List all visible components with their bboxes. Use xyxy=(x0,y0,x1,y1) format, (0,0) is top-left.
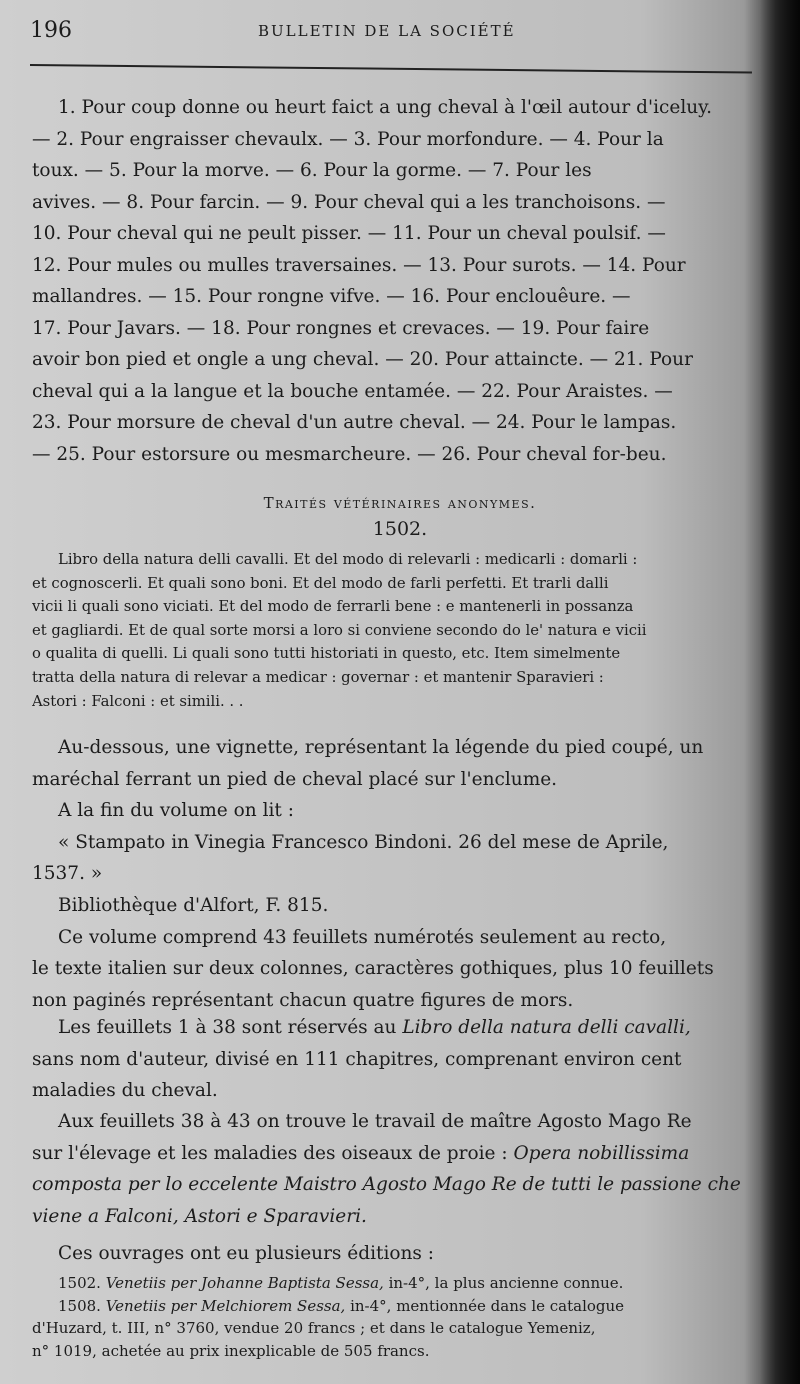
paragraph-line: Ce volume comprend 43 feuillets numérotés seulement au recto, xyxy=(58,926,667,948)
paragraph-volume xyxy=(32,890,762,1016)
italian-line: et gagliardi. Et de qual sorte morsi a loro si conviene secondo do le' natura e vicii xyxy=(32,621,647,639)
paragraph-line xyxy=(32,1138,762,1170)
section-title-text: Traités vétérinaires anonymes. xyxy=(263,494,537,512)
paragraph-line: maréchal ferrant un pied de cheval placé sur l'enclume. xyxy=(32,768,558,790)
text-run: in-4°, la plus ancienne connue. xyxy=(383,1274,624,1292)
italian-line: o qualita di quelli. Li quali sono tutti historiati in questo, etc. Item simelmente xyxy=(32,645,621,663)
text-run: in-4°, mentionnée dans le catalogue xyxy=(345,1296,625,1315)
edition-line xyxy=(32,1272,762,1295)
paragraph-editions xyxy=(32,1238,762,1270)
paragraph-line xyxy=(32,1012,762,1044)
paragraph-line: le texte italien sur deux colonnes, caractères gothiques, plus 10 feuillets xyxy=(32,958,714,979)
paragraph-line: 1537. » xyxy=(32,863,103,884)
edition-line: d'Huzard, t. III, n° 3760, vendue 20 francs ; et dans le catalogue Yemeniz, xyxy=(32,1319,596,1337)
list-line: — 25. Pour estorsure ou mesmarcheure. — 26. Pour cheval for-beu. xyxy=(32,443,667,465)
edition-publisher: Venetiis per Johanne Baptista Sessa, xyxy=(105,1274,384,1292)
paragraph-line: « Stampato in Vinegia Francesco Bindoni. 26 del mese de Aprile, xyxy=(58,831,669,853)
italian-line: et cognoscerli. Et quali sono boni. Et del modo de farli perfetti. Et trarli dalli xyxy=(32,574,609,592)
page-header xyxy=(30,18,760,50)
italian-line: Libro della natura delli cavalli. Et del modo di relevarli : medicarli : domarli : xyxy=(58,551,638,568)
paragraph-line: Aux feuillets 38 à 43 on trouve le travail de maître Agosto Mago Re xyxy=(58,1111,692,1132)
paragraph-line: Au-dessous, une vignette, représentant la légende du pied coupé, un xyxy=(58,737,704,758)
edition-line xyxy=(32,1295,762,1318)
paragraph-vignette xyxy=(32,732,762,890)
italic-title: Libro della natura delli cavalli, xyxy=(402,1017,691,1038)
paragraph-line xyxy=(32,1169,762,1201)
paragraph-line: Ces ouvrages ont eu plusieurs éditions : xyxy=(58,1243,435,1264)
list-line: — 2. Pour engraisser chevaulx. — 3. Pour morfondure. — 4. Pour la xyxy=(32,128,664,150)
italian-line: tratta della natura di relevar a medicar : governar : et mantenir Sparavieri : xyxy=(32,668,604,686)
edition-year: 1508. xyxy=(58,1296,106,1315)
italic-title: composta per lo eccelente Maistro Agosto Mago Re de tutti le passione che xyxy=(32,1174,741,1195)
section-year: 1502. xyxy=(372,518,428,540)
paragraph-line: non paginés représentant chacun quatre figures de mors. xyxy=(32,989,574,1011)
list-line: mallandres. — 15. Pour rongne vifve. — 16. Pour enclouêure. — xyxy=(32,286,631,307)
editions-list xyxy=(32,1272,762,1362)
list-line: avoir bon pied et ongle a ung cheval. — 20. Pour attaincte. — 21. Pour xyxy=(32,349,693,370)
binding-shadow xyxy=(760,0,800,1384)
paragraph-line: maladies du cheval. xyxy=(32,1080,218,1101)
edition-publisher: Venetiis per Melchiorem Sessa, xyxy=(105,1296,346,1315)
paragraph-agosto xyxy=(32,1106,762,1232)
list-line: 1. Pour coup donne ou heurt faict a ung cheval à l'œil autour d'iceluy. xyxy=(58,97,713,118)
text-run: sur l'élevage et les maladies des oiseaux de proie : xyxy=(32,1142,514,1164)
paragraph-line xyxy=(32,1201,762,1233)
italian-title-block xyxy=(32,548,762,713)
page-number: 196 xyxy=(30,18,72,43)
paragraph-line: A la fin du volume on lit : xyxy=(58,800,294,821)
list-line: toux. — 5. Pour la morve. — 6. Pour la gorme. — 7. Pour les xyxy=(32,160,592,181)
paragraph-line: Bibliothèque d'Alfort, F. 815. xyxy=(58,895,329,916)
list-line: 23. Pour morsure de cheval d'un autre cheval. — 24. Pour le lampas. xyxy=(32,412,677,433)
list-line: 12. Pour mules ou mulles traversaines. — 13. Pour surots. — 14. Pour xyxy=(32,254,686,276)
remedy-list xyxy=(32,92,762,470)
list-line: avives. — 8. Pour farcin. — 9. Pour cheval qui a les tranchoisons. — xyxy=(32,191,666,213)
italian-line: vicii li quali sono viciati. Et del modo de ferrarli bene : e mantenerli in possanza xyxy=(32,598,634,616)
italic-title: viene a Falconi, Astori e Sparavieri. xyxy=(32,1205,367,1227)
list-line: 17. Pour Javars. — 18. Pour rongnes et crevaces. — 19. Pour faire xyxy=(32,317,650,339)
edition-year: 1502. xyxy=(58,1274,106,1292)
running-title: BULLETIN DE LA SOCIÉTÉ xyxy=(258,22,516,40)
italic-title: Opera nobillissima xyxy=(513,1142,690,1164)
text-run: Les feuillets 1 à 38 sont réservés au xyxy=(58,1017,403,1038)
header-rule xyxy=(30,64,752,74)
list-line: 10. Pour cheval qui ne peult pisser. — 11. Pour un cheval poulsif. — xyxy=(32,223,666,244)
edition-line: n° 1019, achetée au prix inexplicable de 505 francs. xyxy=(32,1341,430,1360)
paragraph-line: sans nom d'auteur, divisé en 111 chapitres, comprenant environ cent xyxy=(32,1048,682,1070)
section-title xyxy=(0,494,800,512)
paragraph-feuillets xyxy=(32,1012,762,1107)
italian-line: Astori : Falconi : et simili. . . xyxy=(32,692,244,710)
list-line: cheval qui a la langue et la bouche entamée. — 22. Pour Araistes. — xyxy=(32,380,673,402)
